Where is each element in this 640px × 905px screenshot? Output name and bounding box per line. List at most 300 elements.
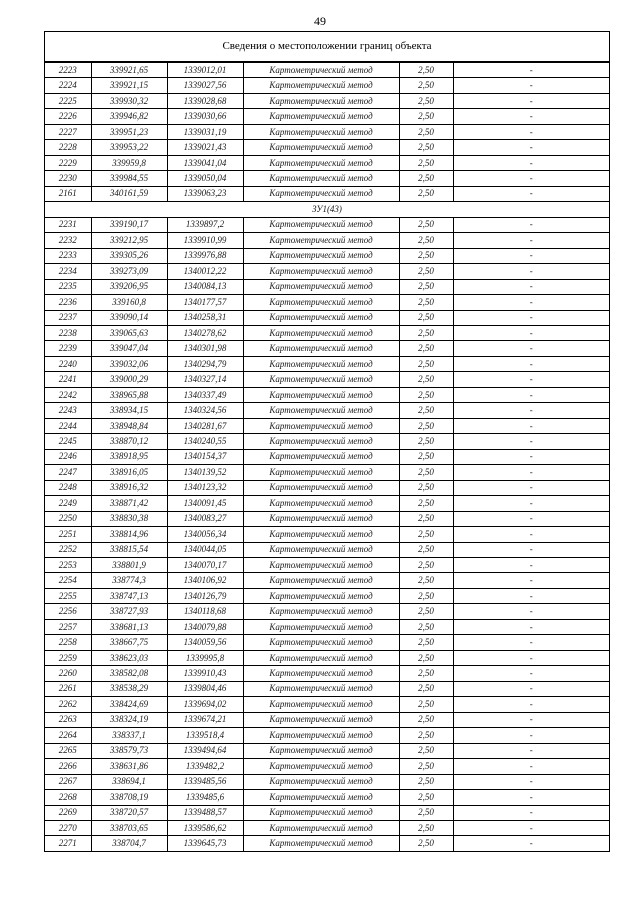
method-cell: Картометрический метод (243, 805, 399, 820)
point-number-cell: 2259 (45, 650, 91, 665)
coord-x-cell: 338916,32 (91, 480, 167, 495)
description-cell: - (453, 403, 609, 418)
accuracy-cell: 2,50 (399, 480, 453, 495)
coord-x-cell: 338727,93 (91, 604, 167, 619)
coord-x-cell: 338703,65 (91, 820, 167, 835)
description-cell: - (453, 372, 609, 387)
table-row (45, 140, 609, 155)
accuracy-cell: 2,50 (399, 325, 453, 340)
table-row (45, 743, 609, 758)
point-number-cell: 2243 (45, 403, 91, 418)
accuracy-cell: 2,50 (399, 681, 453, 696)
point-number-cell: 2227 (45, 124, 91, 139)
description-cell: - (453, 310, 609, 325)
coord-x-cell: 338720,57 (91, 805, 167, 820)
description-cell: - (453, 155, 609, 170)
description-cell: - (453, 295, 609, 310)
coord-x-cell: 338774,3 (91, 573, 167, 588)
coord-x-cell: 338801,9 (91, 558, 167, 573)
accuracy-cell: 2,50 (399, 635, 453, 650)
method-cell: Картометрический метод (243, 712, 399, 727)
table-row (45, 171, 609, 186)
coord-y-cell: 1340278,62 (167, 325, 243, 340)
method-cell: Картометрический метод (243, 248, 399, 263)
coord-y-cell: 1340126,79 (167, 588, 243, 603)
method-cell: Картометрический метод (243, 558, 399, 573)
method-cell: Картометрический метод (243, 279, 399, 294)
description-cell: - (453, 186, 609, 201)
description-cell: - (453, 774, 609, 789)
accuracy-cell: 2,50 (399, 573, 453, 588)
accuracy-cell: 2,50 (399, 511, 453, 526)
table-row (45, 372, 609, 387)
description-cell: - (453, 341, 609, 356)
description-cell: - (453, 836, 609, 851)
point-number-cell: 2249 (45, 496, 91, 511)
description-cell: - (453, 233, 609, 248)
accuracy-cell: 2,50 (399, 712, 453, 727)
method-cell: Картометрический метод (243, 774, 399, 789)
coord-x-cell: 338424,69 (91, 697, 167, 712)
coord-y-cell: 1340084,13 (167, 279, 243, 294)
coord-y-cell: 1339674,21 (167, 712, 243, 727)
point-number-cell: 2224 (45, 78, 91, 93)
coord-x-cell: 338948,84 (91, 418, 167, 433)
table-row (45, 619, 609, 634)
point-number-cell: 2238 (45, 325, 91, 340)
point-number-cell: 2265 (45, 743, 91, 758)
coord-y-cell: 1340139,52 (167, 465, 243, 480)
accuracy-cell: 2,50 (399, 248, 453, 263)
coord-y-cell: 1339028,68 (167, 93, 243, 108)
point-number-cell: 2257 (45, 619, 91, 634)
description-cell: - (453, 681, 609, 696)
table-row (45, 666, 609, 681)
coord-x-cell: 340161,59 (91, 186, 167, 201)
coord-y-cell: 1340118,68 (167, 604, 243, 619)
accuracy-cell: 2,50 (399, 217, 453, 232)
coord-x-cell: 338965,88 (91, 387, 167, 402)
point-number-cell: 2231 (45, 217, 91, 232)
coord-x-cell: 339206,95 (91, 279, 167, 294)
description-cell: - (453, 264, 609, 279)
accuracy-cell: 2,50 (399, 63, 453, 78)
method-cell: Картометрический метод (243, 511, 399, 526)
coord-x-cell: 339032,06 (91, 356, 167, 371)
point-number-cell: 2236 (45, 295, 91, 310)
coord-y-cell: 1339586,62 (167, 820, 243, 835)
table-row (45, 387, 609, 402)
point-number-cell: 2254 (45, 573, 91, 588)
coord-y-cell: 1339518,4 (167, 728, 243, 743)
table-row (45, 820, 609, 835)
description-cell: - (453, 712, 609, 727)
accuracy-cell: 2,50 (399, 155, 453, 170)
coord-x-cell: 339953,22 (91, 140, 167, 155)
accuracy-cell: 2,50 (399, 650, 453, 665)
coord-y-cell: 1340079,88 (167, 619, 243, 634)
coord-x-cell: 339946,82 (91, 109, 167, 124)
coord-x-cell: 339984,55 (91, 171, 167, 186)
description-cell: - (453, 743, 609, 758)
accuracy-cell: 2,50 (399, 124, 453, 139)
accuracy-cell: 2,50 (399, 465, 453, 480)
accuracy-cell: 2,50 (399, 759, 453, 774)
coord-x-cell: 338681,13 (91, 619, 167, 634)
coord-x-cell: 338708,19 (91, 790, 167, 805)
table-row (45, 805, 609, 820)
coord-y-cell: 1339063,23 (167, 186, 243, 201)
table-row (45, 681, 609, 696)
coord-x-cell: 338623,03 (91, 650, 167, 665)
method-cell: Картометрический метод (243, 434, 399, 449)
description-cell: - (453, 325, 609, 340)
coord-x-cell: 339090,14 (91, 310, 167, 325)
description-cell: - (453, 820, 609, 835)
method-cell: Картометрический метод (243, 325, 399, 340)
table-row (45, 697, 609, 712)
coord-y-cell: 1339482,2 (167, 759, 243, 774)
point-number-cell: 2269 (45, 805, 91, 820)
point-number-cell: 2251 (45, 527, 91, 542)
description-cell: - (453, 449, 609, 464)
section-row (45, 202, 609, 217)
table-row (45, 511, 609, 526)
description-cell: - (453, 279, 609, 294)
point-number-cell: 2225 (45, 93, 91, 108)
point-number-cell: 2242 (45, 387, 91, 402)
description-cell: - (453, 635, 609, 650)
table-row (45, 155, 609, 170)
description-cell: - (453, 527, 609, 542)
accuracy-cell: 2,50 (399, 743, 453, 758)
description-cell: - (453, 140, 609, 155)
table-row (45, 558, 609, 573)
point-number-cell: 2260 (45, 666, 91, 681)
coord-y-cell: 1339694,02 (167, 697, 243, 712)
method-cell: Картометрический метод (243, 728, 399, 743)
description-cell: - (453, 728, 609, 743)
accuracy-cell: 2,50 (399, 728, 453, 743)
table-row (45, 434, 609, 449)
coord-x-cell: 339921,15 (91, 78, 167, 93)
point-number-cell: 2250 (45, 511, 91, 526)
point-number-cell: 2228 (45, 140, 91, 155)
accuracy-cell: 2,50 (399, 820, 453, 835)
point-number-cell: 2258 (45, 635, 91, 650)
coord-x-cell: 339959,8 (91, 155, 167, 170)
coord-x-cell: 338324,19 (91, 712, 167, 727)
description-cell: - (453, 619, 609, 634)
coord-x-cell: 339273,09 (91, 264, 167, 279)
coord-x-cell: 339047,04 (91, 341, 167, 356)
table-row (45, 604, 609, 619)
coord-x-cell: 338694,1 (91, 774, 167, 789)
point-number-cell: 2262 (45, 697, 91, 712)
point-number-cell: 2241 (45, 372, 91, 387)
coord-y-cell: 1339031,19 (167, 124, 243, 139)
description-cell: - (453, 790, 609, 805)
table-row (45, 403, 609, 418)
method-cell: Картометрический метод (243, 217, 399, 232)
coord-x-cell: 339212,95 (91, 233, 167, 248)
method-cell: Картометрический метод (243, 310, 399, 325)
table-row (45, 248, 609, 263)
coord-y-cell: 1340301,98 (167, 341, 243, 356)
point-number-cell: 2240 (45, 356, 91, 371)
accuracy-cell: 2,50 (399, 140, 453, 155)
accuracy-cell: 2,50 (399, 186, 453, 201)
accuracy-cell: 2,50 (399, 264, 453, 279)
table-row (45, 588, 609, 603)
coord-y-cell: 1340044,05 (167, 542, 243, 557)
coord-x-cell: 338337,1 (91, 728, 167, 743)
coord-x-cell: 339930,32 (91, 93, 167, 108)
coord-y-cell: 1340281,67 (167, 418, 243, 433)
table-title: Сведения о местоположении границ объекта (45, 32, 609, 62)
description-cell: - (453, 496, 609, 511)
coord-y-cell: 1339485,6 (167, 790, 243, 805)
table-row (45, 217, 609, 232)
accuracy-cell: 2,50 (399, 666, 453, 681)
coord-y-cell: 1340240,55 (167, 434, 243, 449)
coord-x-cell: 339951,23 (91, 124, 167, 139)
coord-x-cell: 339921,65 (91, 63, 167, 78)
description-cell: - (453, 542, 609, 557)
coord-y-cell: 1340106,92 (167, 573, 243, 588)
point-number-cell: 2248 (45, 480, 91, 495)
method-cell: Картометрический метод (243, 759, 399, 774)
method-cell: Картометрический метод (243, 820, 399, 835)
table-row (45, 264, 609, 279)
method-cell: Картометрический метод (243, 604, 399, 619)
coord-y-cell: 1339488,57 (167, 805, 243, 820)
coord-y-cell: 1340258,31 (167, 310, 243, 325)
accuracy-cell: 2,50 (399, 604, 453, 619)
point-number-cell: 2239 (45, 341, 91, 356)
point-number-cell: 2161 (45, 186, 91, 201)
coord-y-cell: 1340337,49 (167, 387, 243, 402)
coord-y-cell: 1340294,79 (167, 356, 243, 371)
table-row (45, 542, 609, 557)
table-row (45, 279, 609, 294)
coord-y-cell: 1340012,22 (167, 264, 243, 279)
method-cell: Картометрический метод (243, 681, 399, 696)
table-row (45, 233, 609, 248)
method-cell: Картометрический метод (243, 635, 399, 650)
description-cell: - (453, 356, 609, 371)
table-row (45, 356, 609, 371)
section-label: ЗУ1(43) (45, 202, 609, 217)
coord-y-cell: 1339041,04 (167, 155, 243, 170)
table-row (45, 573, 609, 588)
point-number-cell: 2261 (45, 681, 91, 696)
coord-x-cell: 338815,54 (91, 542, 167, 557)
accuracy-cell: 2,50 (399, 171, 453, 186)
coord-y-cell: 1339910,43 (167, 666, 243, 681)
accuracy-cell: 2,50 (399, 558, 453, 573)
description-cell: - (453, 480, 609, 495)
accuracy-cell: 2,50 (399, 93, 453, 108)
point-number-cell: 2246 (45, 449, 91, 464)
coord-y-cell: 1340327,14 (167, 372, 243, 387)
method-cell: Картометрический метод (243, 387, 399, 402)
coord-x-cell: 338918,95 (91, 449, 167, 464)
description-cell: - (453, 387, 609, 402)
coord-y-cell: 1340083,27 (167, 511, 243, 526)
point-number-cell: 2255 (45, 588, 91, 603)
method-cell: Картометрический метод (243, 418, 399, 433)
method-cell: Картометрический метод (243, 496, 399, 511)
coord-y-cell: 1340324,56 (167, 403, 243, 418)
point-number-cell: 2271 (45, 836, 91, 851)
table-row (45, 63, 609, 78)
accuracy-cell: 2,50 (399, 356, 453, 371)
coord-x-cell: 339000,29 (91, 372, 167, 387)
accuracy-cell: 2,50 (399, 836, 453, 851)
method-cell: Картометрический метод (243, 186, 399, 201)
table-row (45, 759, 609, 774)
method-cell: Картометрический метод (243, 588, 399, 603)
method-cell: Картометрический метод (243, 527, 399, 542)
table-row (45, 109, 609, 124)
description-cell: - (453, 418, 609, 433)
coord-x-cell: 338871,42 (91, 496, 167, 511)
table-row (45, 480, 609, 495)
description-cell: - (453, 171, 609, 186)
accuracy-cell: 2,50 (399, 542, 453, 557)
accuracy-cell: 2,50 (399, 588, 453, 603)
table-row (45, 728, 609, 743)
point-number-cell: 2256 (45, 604, 91, 619)
page-number: 49 (314, 14, 326, 28)
description-cell: - (453, 511, 609, 526)
description-cell: - (453, 697, 609, 712)
accuracy-cell: 2,50 (399, 805, 453, 820)
point-number-cell: 2229 (45, 155, 91, 170)
accuracy-cell: 2,50 (399, 341, 453, 356)
method-cell: Картометрический метод (243, 465, 399, 480)
description-cell: - (453, 93, 609, 108)
coordinates-table (45, 62, 609, 851)
description-cell: - (453, 78, 609, 93)
coord-y-cell: 1340056,34 (167, 527, 243, 542)
coord-y-cell: 1339494,64 (167, 743, 243, 758)
coord-y-cell: 1340123,32 (167, 480, 243, 495)
method-cell: Картометрический метод (243, 63, 399, 78)
accuracy-cell: 2,50 (399, 527, 453, 542)
accuracy-cell: 2,50 (399, 418, 453, 433)
accuracy-cell: 2,50 (399, 372, 453, 387)
table-row (45, 418, 609, 433)
description-cell: - (453, 759, 609, 774)
coord-x-cell: 338704,7 (91, 836, 167, 851)
description-cell: - (453, 805, 609, 820)
description-cell: - (453, 558, 609, 573)
table-row (45, 465, 609, 480)
coord-y-cell: 1339645,73 (167, 836, 243, 851)
coord-x-cell: 338830,38 (91, 511, 167, 526)
method-cell: Картометрический метод (243, 124, 399, 139)
table-row (45, 186, 609, 201)
method-cell: Картометрический метод (243, 666, 399, 681)
point-number-cell: 2234 (45, 264, 91, 279)
coord-x-cell: 339065,63 (91, 325, 167, 340)
table-row (45, 325, 609, 340)
method-cell: Картометрический метод (243, 171, 399, 186)
accuracy-cell: 2,50 (399, 449, 453, 464)
table-row (45, 310, 609, 325)
coord-y-cell: 1340154,37 (167, 449, 243, 464)
coord-x-cell: 339160,8 (91, 295, 167, 310)
coord-y-cell: 1339485,56 (167, 774, 243, 789)
point-number-cell: 2226 (45, 109, 91, 124)
accuracy-cell: 2,50 (399, 78, 453, 93)
coord-x-cell: 338814,96 (91, 527, 167, 542)
coord-y-cell: 1340059,56 (167, 635, 243, 650)
method-cell: Картометрический метод (243, 836, 399, 851)
method-cell: Картометрический метод (243, 743, 399, 758)
table-row (45, 93, 609, 108)
accuracy-cell: 2,50 (399, 774, 453, 789)
method-cell: Картометрический метод (243, 403, 399, 418)
description-cell: - (453, 573, 609, 588)
point-number-cell: 2247 (45, 465, 91, 480)
coord-x-cell: 338631,86 (91, 759, 167, 774)
method-cell: Картометрический метод (243, 790, 399, 805)
accuracy-cell: 2,50 (399, 387, 453, 402)
table-row (45, 836, 609, 851)
coord-y-cell: 1339897,2 (167, 217, 243, 232)
method-cell: Картометрический метод (243, 619, 399, 634)
accuracy-cell: 2,50 (399, 434, 453, 449)
boundary-sheet (44, 31, 610, 852)
point-number-cell: 2232 (45, 233, 91, 248)
coord-x-cell: 338582,08 (91, 666, 167, 681)
description-cell: - (453, 588, 609, 603)
description-cell: - (453, 248, 609, 263)
method-cell: Картометрический метод (243, 155, 399, 170)
coord-y-cell: 1339804,46 (167, 681, 243, 696)
coord-x-cell: 338667,75 (91, 635, 167, 650)
method-cell: Картометрический метод (243, 650, 399, 665)
point-number-cell: 2270 (45, 820, 91, 835)
description-cell: - (453, 604, 609, 619)
method-cell: Картометрический метод (243, 140, 399, 155)
point-number-cell: 2267 (45, 774, 91, 789)
method-cell: Картометрический метод (243, 295, 399, 310)
table-row (45, 527, 609, 542)
table-row (45, 341, 609, 356)
table-row (45, 78, 609, 93)
point-number-cell: 2223 (45, 63, 91, 78)
accuracy-cell: 2,50 (399, 295, 453, 310)
coord-x-cell: 338579,73 (91, 743, 167, 758)
description-cell: - (453, 63, 609, 78)
accuracy-cell: 2,50 (399, 109, 453, 124)
accuracy-cell: 2,50 (399, 790, 453, 805)
coord-y-cell: 1339030,66 (167, 109, 243, 124)
point-number-cell: 2235 (45, 279, 91, 294)
point-number-cell: 2263 (45, 712, 91, 727)
point-number-cell: 2230 (45, 171, 91, 186)
method-cell: Картометрический метод (243, 697, 399, 712)
table-row (45, 496, 609, 511)
coord-y-cell: 1340070,17 (167, 558, 243, 573)
method-cell: Картометрический метод (243, 93, 399, 108)
method-cell: Картометрический метод (243, 78, 399, 93)
method-cell: Картометрический метод (243, 264, 399, 279)
